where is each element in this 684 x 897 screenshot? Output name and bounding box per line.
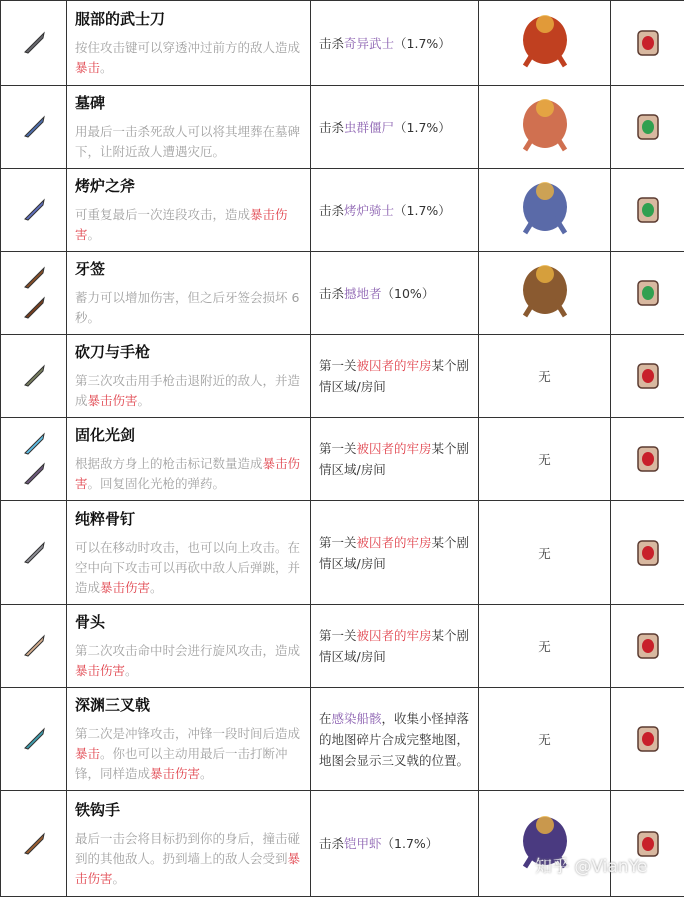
weapon-icon-cell bbox=[1, 791, 67, 897]
enemy-image bbox=[505, 90, 585, 164]
weapon-description bbox=[75, 371, 304, 411]
source-cell bbox=[311, 791, 479, 897]
drop-cell bbox=[479, 252, 611, 335]
enemy-image bbox=[505, 6, 585, 80]
no-drop-text: 无 bbox=[538, 639, 551, 654]
text-segment: （1.7%） bbox=[394, 36, 451, 51]
blueprint-cell bbox=[611, 501, 684, 605]
source-text bbox=[311, 283, 478, 304]
table-row bbox=[1, 791, 684, 897]
highlight-text: 暴击 bbox=[75, 746, 100, 761]
table-row bbox=[1, 86, 684, 169]
text-segment: 第一关 bbox=[319, 628, 357, 643]
text-segment: 第三次攻击用手枪击退附近的敌人，并造成 bbox=[75, 373, 300, 408]
text-segment: （10%） bbox=[382, 286, 435, 301]
highlight-text: 暴击伤害 bbox=[150, 766, 200, 781]
text-segment: 用最后一击杀死敌人可以将其埋葬在墓碑下，让附近敌人遭遇灾厄。 bbox=[75, 124, 300, 159]
katana-icon bbox=[21, 30, 47, 56]
blueprint-cell bbox=[611, 605, 684, 688]
weapon-info-cell bbox=[67, 501, 311, 605]
source-text bbox=[311, 833, 478, 854]
no-drop-text: 无 bbox=[538, 732, 551, 747]
text-segment: 第一关 bbox=[319, 535, 357, 550]
text-segment: 蓄力可以增加伤害，但之后牙签会损坏 6 秒。 bbox=[75, 290, 299, 325]
weapon-description bbox=[75, 829, 304, 889]
source-cell bbox=[311, 418, 479, 501]
weapon-name: 砍刀与手枪 bbox=[75, 341, 310, 362]
text-segment: 击杀 bbox=[319, 36, 344, 51]
weapon-description bbox=[75, 641, 304, 681]
text-segment: 。 bbox=[125, 663, 138, 678]
text-segment: 第一关 bbox=[319, 441, 357, 456]
source-cell bbox=[311, 605, 479, 688]
weapon-name: 服部的武士刀 bbox=[75, 8, 310, 29]
weapon-info-cell bbox=[67, 335, 311, 418]
text-segment: 某个剧情区域/房间 bbox=[319, 358, 469, 394]
text-segment: 某个剧情区域/房间 bbox=[319, 441, 469, 477]
weapon-info-cell bbox=[67, 791, 311, 897]
drop-cell bbox=[479, 335, 611, 418]
text-segment: 在 bbox=[319, 711, 332, 726]
weapon-name: 深渊三叉戟 bbox=[75, 694, 310, 715]
highlight-text: 暴击伤害 bbox=[75, 207, 288, 242]
text-segment: 可以在移动时攻击，也可以向上攻击。在空中向下攻击可以再砍中敌人后弹跳，并造成 bbox=[75, 540, 300, 595]
weapon-icon-cell bbox=[1, 335, 67, 418]
weapon-name: 牙签 bbox=[75, 258, 310, 279]
source-text bbox=[311, 532, 478, 574]
source-cell bbox=[311, 688, 479, 791]
toothpick-icon bbox=[21, 265, 47, 291]
machete-pistol-icon bbox=[21, 363, 47, 389]
source-cell bbox=[311, 1, 479, 86]
text-segment: 击杀 bbox=[319, 836, 344, 851]
text-segment: 。你也可以主动用最后一击打断冲锋，同样造成 bbox=[75, 746, 288, 781]
no-drop-text: 无 bbox=[538, 369, 551, 384]
blueprint-scroll-icon bbox=[635, 631, 661, 661]
weapon-info-cell bbox=[67, 169, 311, 252]
blueprint-cell bbox=[611, 688, 684, 791]
weapon-info-cell bbox=[67, 252, 311, 335]
text-segment: 第一关 bbox=[319, 358, 357, 373]
location-link: 被囚者的牢房 bbox=[357, 441, 432, 456]
text-segment: 击杀 bbox=[319, 120, 344, 135]
blueprint-scroll-icon bbox=[635, 278, 661, 308]
weapon-icon-cell bbox=[1, 169, 67, 252]
blueprint-cell bbox=[611, 169, 684, 252]
blueprint-cell bbox=[611, 418, 684, 501]
drop-cell bbox=[479, 169, 611, 252]
text-segment: 击杀 bbox=[319, 203, 344, 218]
weapon-icon-cell bbox=[1, 252, 67, 335]
weapon-description bbox=[75, 538, 304, 598]
source-cell bbox=[311, 86, 479, 169]
source-text bbox=[311, 708, 478, 771]
location-link: 烤炉骑士 bbox=[344, 203, 394, 218]
location-link: 奇异武士 bbox=[344, 36, 394, 51]
location-link: 被囚者的牢房 bbox=[357, 535, 432, 550]
blueprint-scroll-icon bbox=[635, 444, 661, 474]
table-row bbox=[1, 688, 684, 791]
bone-icon bbox=[21, 633, 47, 659]
blueprint-scroll-icon bbox=[635, 361, 661, 391]
pure-nail-icon bbox=[21, 540, 47, 566]
weapon-name: 固化光剑 bbox=[75, 424, 310, 445]
source-text bbox=[311, 625, 478, 667]
weapon-icon-cell bbox=[1, 86, 67, 169]
location-link: 虫群僵尸 bbox=[344, 120, 394, 135]
enemy-image bbox=[505, 256, 585, 330]
weapon-icon-cell bbox=[1, 501, 67, 605]
source-text bbox=[311, 33, 478, 54]
highlight-text: 暴击伤害 bbox=[75, 456, 300, 491]
weapon-icon-cell bbox=[1, 418, 67, 501]
text-segment: 。 bbox=[150, 580, 163, 595]
text-segment: 最后一击会将目标扔到你的身后，撞击碰到的其他敌人。扔到墙上的敌人会受到 bbox=[75, 831, 300, 866]
drop-cell bbox=[479, 1, 611, 86]
tombstone-icon bbox=[21, 114, 47, 140]
source-text bbox=[311, 117, 478, 138]
weapon-description bbox=[75, 724, 304, 784]
weapon-description bbox=[75, 454, 304, 494]
highlight-text: 暴击伤害 bbox=[75, 663, 125, 678]
hard-light-gun-icon bbox=[21, 461, 47, 487]
toothpick-alt-icon bbox=[21, 295, 47, 321]
blueprint-cell bbox=[611, 1, 684, 86]
trident-icon bbox=[21, 726, 47, 752]
weapon-name: 烤炉之斧 bbox=[75, 175, 310, 196]
location-link: 铠甲虾 bbox=[344, 836, 382, 851]
text-segment: 可重复最后一次连段攻击，造成 bbox=[75, 207, 250, 222]
weapon-info-cell bbox=[67, 418, 311, 501]
text-segment: 按住攻击键可以穿透冲过前方的敌人造成 bbox=[75, 40, 300, 55]
blueprint-scroll-icon bbox=[635, 28, 661, 58]
text-segment: （1.7%） bbox=[394, 120, 451, 135]
text-segment: 击杀 bbox=[319, 286, 344, 301]
text-segment: ，收集小怪掉落的地图碎片合成完整地图，地图会显示三叉戟的位置。 bbox=[319, 711, 469, 768]
drop-cell bbox=[479, 86, 611, 169]
source-text bbox=[311, 355, 478, 397]
text-segment: 。 bbox=[200, 766, 213, 781]
table-row bbox=[1, 252, 684, 335]
weapon-name: 纯粹骨钉 bbox=[75, 508, 310, 529]
text-segment: （1.7%） bbox=[394, 203, 451, 218]
table-row bbox=[1, 169, 684, 252]
text-segment: 某个剧情区域/房间 bbox=[319, 628, 469, 664]
weapon-icon-cell bbox=[1, 1, 67, 86]
blueprint-cell bbox=[611, 335, 684, 418]
table-row bbox=[1, 1, 684, 86]
weapon-info-cell bbox=[67, 86, 311, 169]
blueprint-cell bbox=[611, 252, 684, 335]
text-segment: 。 bbox=[138, 393, 151, 408]
weapon-name: 铁钩手 bbox=[75, 799, 310, 820]
source-text bbox=[311, 200, 478, 221]
blueprint-cell bbox=[611, 86, 684, 169]
no-drop-text: 无 bbox=[538, 546, 551, 561]
text-segment: 第二次攻击命中时会进行旋风攻击，造成 bbox=[75, 643, 300, 658]
watermark: 知乎 @VianYe bbox=[535, 852, 647, 877]
blueprint-scroll-icon bbox=[635, 112, 661, 142]
table-row bbox=[1, 335, 684, 418]
table-row bbox=[1, 418, 684, 501]
source-text bbox=[311, 438, 478, 480]
blueprint-scroll-icon bbox=[635, 195, 661, 225]
source-cell bbox=[311, 252, 479, 335]
table-row bbox=[1, 501, 684, 605]
enemy-image bbox=[505, 173, 585, 247]
source-cell bbox=[311, 335, 479, 418]
weapon-description bbox=[75, 122, 304, 162]
weapon-icon-cell bbox=[1, 605, 67, 688]
hard-light-sword-icon bbox=[21, 431, 47, 457]
hook-icon bbox=[21, 831, 47, 857]
weapon-info-cell bbox=[67, 605, 311, 688]
drop-cell bbox=[479, 688, 611, 791]
location-link: 撼地者 bbox=[344, 286, 382, 301]
highlight-text: 暴击伤害 bbox=[75, 851, 300, 886]
text-segment: 。回复固化光枪的弹药。 bbox=[88, 476, 226, 491]
weapon-description bbox=[75, 288, 304, 328]
weapon-info-cell bbox=[67, 1, 311, 86]
drop-cell bbox=[479, 791, 611, 897]
location-link: 感染船骸 bbox=[332, 711, 382, 726]
drop-cell bbox=[479, 418, 611, 501]
blueprint-scroll-icon bbox=[635, 724, 661, 754]
location-link: 被囚者的牢房 bbox=[357, 628, 432, 643]
text-segment: （1.7%） bbox=[382, 836, 439, 851]
source-cell bbox=[311, 501, 479, 605]
drop-cell bbox=[479, 605, 611, 688]
text-segment: 第二次是冲锋攻击，冲锋一段时间后造成 bbox=[75, 726, 300, 741]
oven-axe-icon bbox=[21, 197, 47, 223]
highlight-text: 暴击 bbox=[75, 60, 100, 75]
weapon-description bbox=[75, 38, 304, 78]
text-segment: 。 bbox=[100, 60, 113, 75]
highlight-text: 暴击伤害 bbox=[100, 580, 150, 595]
weapon-description bbox=[75, 205, 304, 245]
no-drop-text: 无 bbox=[538, 452, 551, 467]
drop-cell bbox=[479, 501, 611, 605]
weapon-icon-cell bbox=[1, 688, 67, 791]
weapon-name: 骨头 bbox=[75, 611, 310, 632]
source-cell bbox=[311, 169, 479, 252]
weapon-name: 墓碑 bbox=[75, 92, 310, 113]
weapon-info-cell bbox=[67, 688, 311, 791]
blueprint-cell bbox=[611, 791, 684, 897]
highlight-text: 暴击伤害 bbox=[88, 393, 138, 408]
blueprint-scroll-icon bbox=[635, 538, 661, 568]
text-segment: 。 bbox=[113, 871, 126, 886]
text-segment: 。 bbox=[88, 227, 101, 242]
text-segment: 某个剧情区域/房间 bbox=[319, 535, 469, 571]
table-row bbox=[1, 605, 684, 688]
text-segment: 根据敌方身上的枪击标记数量造成 bbox=[75, 456, 263, 471]
location-link: 被囚者的牢房 bbox=[357, 358, 432, 373]
